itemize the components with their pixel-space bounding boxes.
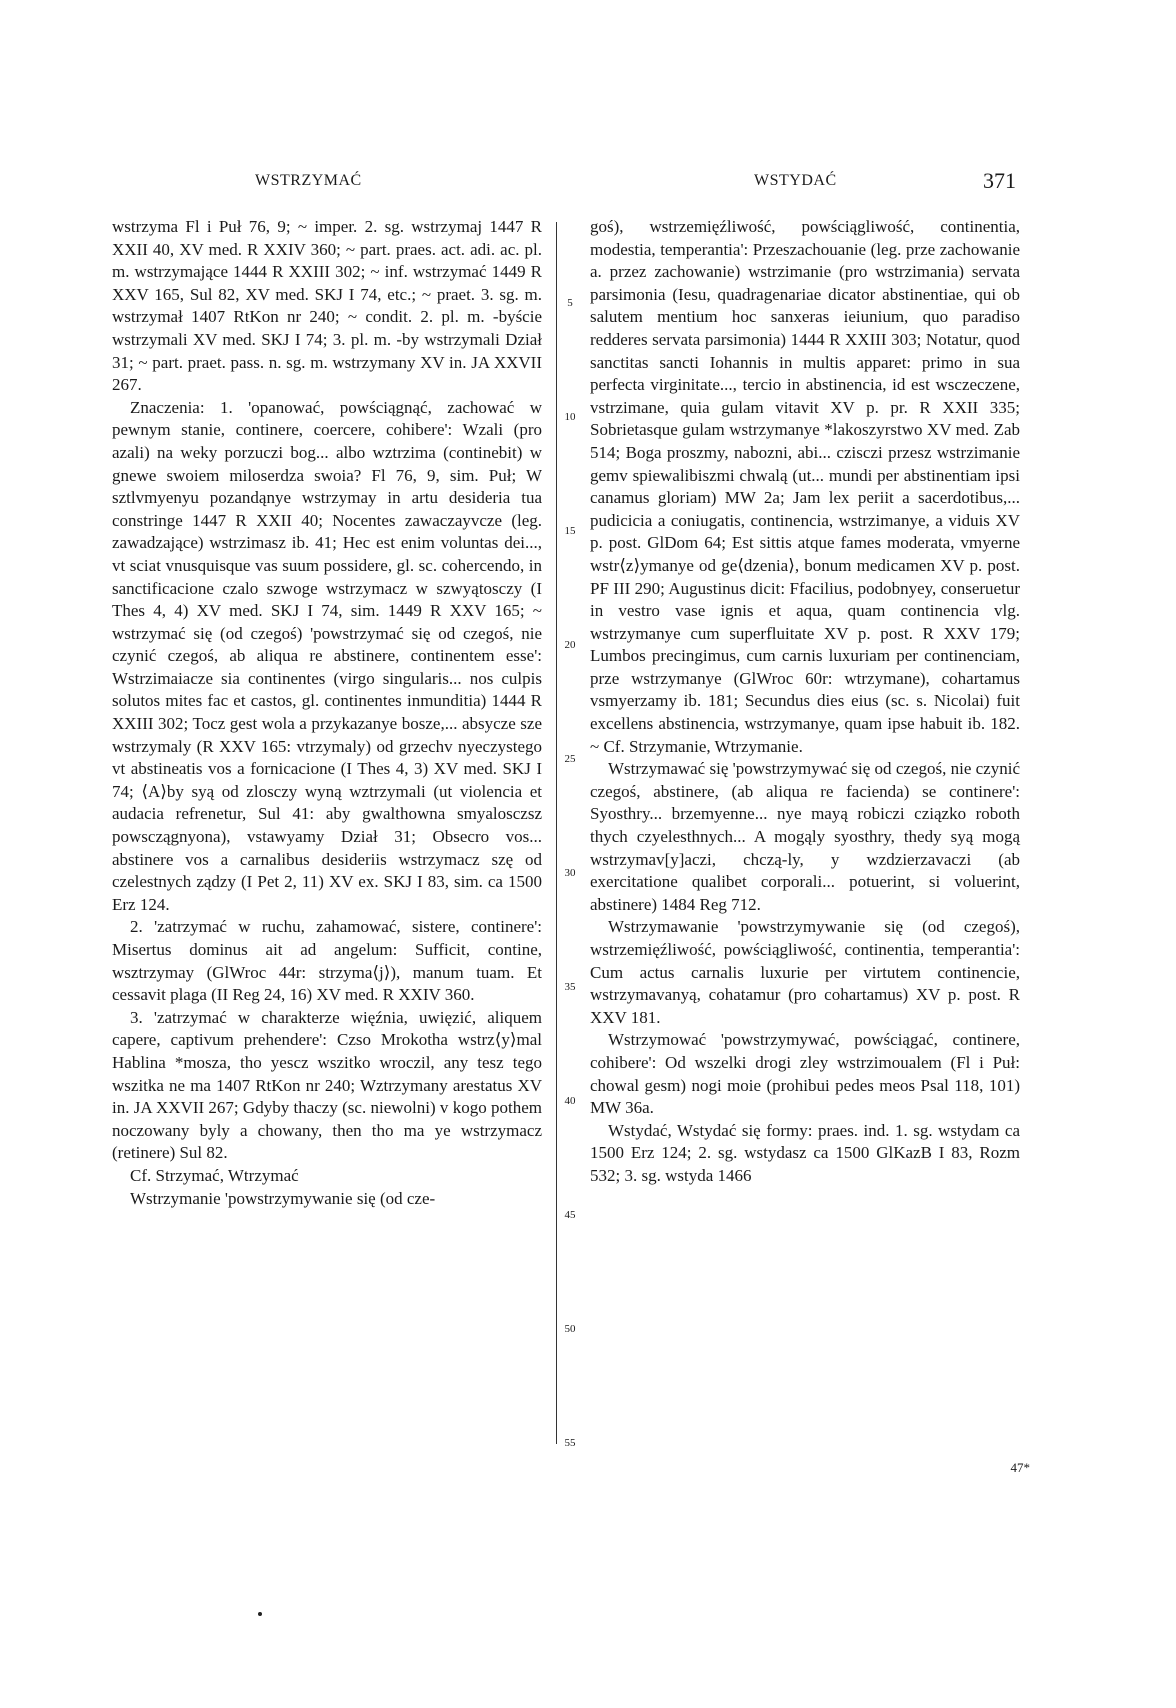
- left-column: [112, 216, 542, 1210]
- line-number: 50: [564, 1323, 576, 1335]
- line-number: 55: [564, 1437, 576, 1449]
- entry-forms-paragraph: wstrzyma Fl i Puł 76, 9; ~ imper. 2. sg. wstrzymaj 1447 R XXII 40, XV med. R XXIV 360; ~ part. praes. act. adi. ac. pl. m. wstrzymające 1444 R XXIII 302; ~ inf. wstrzymać 1449 R XXV 165, Sul 82, XV med. SKJ I 74, etc.; ~ praet. 3. sg. m. wstrzymał 1407 RtKon nr 240; ~ condit. 2. pl. m. -byście wstrzymali XV med. SKJ I 74; 3. pl. m. -by wstrzymali Dział 31; ~ part. praet. pass. n. sg. m. wstrzymany XV in. JA XXVII 267.: [112, 217, 542, 395]
- line-number: 45: [564, 1209, 576, 1221]
- right-running-head: WSTYDAĆ: [754, 172, 837, 189]
- entry-wstrzymowac: Wstrzymować 'powstrzymywać, powściągać, continere, cohibere': Od wszelki drogi zley wstrzimoualem (Fl i Puł: chowal gesm) nogi moie (prohibui pedes meos Psal 118, 101) MW 36a.: [590, 1030, 1020, 1118]
- page-number: 371: [983, 168, 1016, 193]
- entry-wstrzymawac-sie: Wstrzymawać się 'powstrzymywać się od czegoś, nie czynić czegoś, abstinere, (ab aliqua re facienda) se continere': Syosthry... brzemyenne... nye mayą robiczi cziązko roboth thych czyelesthnych... A mogąly syosthry, thedy syą mogą wstrzymav[y]aczi, chczą-ly, y wzdzierzavaczi (ab exercitatione qualibet corporali... potuerint, si voluerint, abstinere) 1484 Reg 712.: [590, 759, 1020, 914]
- line-number: 30: [564, 867, 576, 879]
- line-number: 20: [564, 639, 576, 651]
- line-number: 35: [564, 981, 576, 993]
- meaning-3-paragraph: 3. 'zatrzymać w charakterze więźnia, uwięzić, aliquem capere, captivum prehendere': Czso Mrokotha wstrz⟨y⟩mal Hablina *mosza, tho yescz wszitko wroczil, any tesz tego wszitka ne ma 1407 RtKon nr 240; Wztrzymany arestatus XV in. JA XXVII 267; Gdyby thaczy (sc. niewolni) v kogo pothem noczowany byly a chowany, then tho ma ye wstrzymacz (retinere) Sul 82.: [112, 1007, 542, 1163]
- entry-wstrzymawanie: Wstrzymawanie 'powstrzymywanie się (od czegoś), wstrzemięźliwość, powściągliwość, continentia, temperantia': Cum actus carnalis luxurie per virtutem continencie, wstrzymavanyą, cohatamur (pro cohartamus) XV p. post. R XXV 181.: [590, 917, 1020, 1027]
- entry-wstydac: Wstydać, Wstydać się formy: praes. ind. 1. sg. wstydam ca 1500 Erz 124; 2. sg. wstydasz ca 1500 GlKazB I 83, Rozm 532; 3. sg. wstyda 1466: [590, 1120, 1020, 1185]
- entry-wstrzymanie-start: Wstrzymanie 'powstrzymywanie się (od cze-: [130, 1188, 436, 1208]
- line-number: 25: [564, 753, 576, 765]
- meaning-1-paragraph: Znaczenia: 1. 'opanować, powściągnąć, zachować w pewnym stanie, continere, coercere, cohibere': Wzali (pro azali) na weky porzuczi bog... albo wztrzima (continebit) w gnewe swoiem miloserdza swoia? Fl 76, 9, sim. Puł; W sztlvmyenyu pozandąnye wstrzymay in artu desideria tua constringe 1447 R XXII 40; Nocentes zawaczayvcze (leg. zawadzające) wstrzimasz ib. 41; Hec est enim voluntas dei..., vt sciat vnusquisque vas suum possidere, gl. sc. cohercendo, in sanctificacione czalo szwoge wstrzymacz w szwyątosczy (I Thes 4, 4) XV med. SKJ I 74, sim. 1449 R XXV 165; ~ wstrzymać się (od czegoś) 'powstrzymać się od czegoś, nie czynić czegoś, ab aliqua re abstinere, continentem esse': Wstrzimaiacze sia continentes (virgo singularis... nos culpis solutos mites fac et castos, gl. continentes inmunditia) 1444 R XXIII 302; Tocz gest wola a przykazanye bosze,... absycze sze wstrzymaly (R XXV 165: vtrzymaly) od grzechv nyeczystego vt abstineatis vos a fornicacione (I Thes 4, 3) XV med. SKJ I 74; ⟨A⟩by syą od zlosczy wyną wztrzymali (ut violencia et audacia refrenetur, Sul 41: aby gwalthowna smyalosczsz powsczągnyona), vstawyamy Dział 31; Obsecro vos... abstinere vos a carnalibus desideriis wstrzymacz szę od czelestnych ządzy (I Pet 2, 11) XV ex. SKJ I 83, sim. ca 1500 Erz 124.: [112, 397, 542, 914]
- signature-mark: 47*: [1010, 1460, 1030, 1475]
- left-running-head: WSTRZYMAĆ: [255, 172, 362, 189]
- entry-wstrzymanie-continued: goś), wstrzemięźliwość, powściągliwość, continentia, modestia, temperantia': Przeszachouanie (leg. prze zachowanie a. przez zachowanie) wstrzimanie (pro wstrzimania) servata parsimonia (Iesu, quadragenariae dicator abstinentiae, qui ob salutem mentium hoc sanxeras ieiunium, quo paradiso redderes servata parsimonia) 1444 R XXIII 303; Notatur, quod sanctitas sancti Iohannis in multis apparet: primo in sua perfecta virginitate..., tercio in abstinencia, id est wsczeczene, vstrzimane, quia gulam vitavit XV p. pr. R XXII 335; Sobrietasque gulam wstrzymanye *lakoszyrstwo XV med. Zab 514; Boga proszmy, nabozni, abi... czisczi przesz wstrzimanie gemv spiewalibiszmi chwalą (ut... mundi per abstinentiam ipsi canamus gloriam) MW 2a; Jam lex periit a sacerdotibus,... pudicicia a coniugatis, continencia, wstrzimanye, a viduis XV p. post. GlDom 64; Est sittis atque fames moderata, vmyerne wstr⟨z⟩ymanye od ge⟨dzenia⟩, bonum medicamen XV p. post. PF III 290; Augustinus dicit: Ffacilius, podobnyey, conseruetur in vestro vase ignis et aqua, quam continencia vlg. wstrzymanye cum superfluitate XV p. post. R XXV 179; Lumbos precingimus, cum carnis luxuriam per continenciam, prze wstrzymanye (GlWroc 60r: wtrzymane), cohartamus vsmyerzamy ib. 181; Secundus dies eius (sc. s. Nicolai) fuit excellens abstinencia, wstrzymanye, quam ipse habuit ib. 182. ~ Cf. Strzymanie, Wtrzymanie.: [590, 217, 1020, 756]
- cross-reference: Cf. Strzymać, Wtrzymać: [130, 1165, 299, 1185]
- meaning-2-paragraph: 2. 'zatrzymać w ruchu, zahamować, sistere, continere': Misertus dominus ait ad angelum: Sufficit, contine, wsztrzymay (GlWroc 44r: strzyma⟨j⟩), manum tuam. Et cessavit plaga (II Reg 24, 16) XV med. R XXIV 360.: [112, 917, 542, 1005]
- line-number: 15: [564, 525, 576, 537]
- line-number: 40: [564, 1095, 576, 1107]
- right-column: [590, 216, 1020, 1188]
- line-number: 5: [567, 297, 573, 309]
- print-speck: [258, 1612, 262, 1616]
- column-divider: [556, 222, 557, 1444]
- line-number: 10: [564, 411, 576, 423]
